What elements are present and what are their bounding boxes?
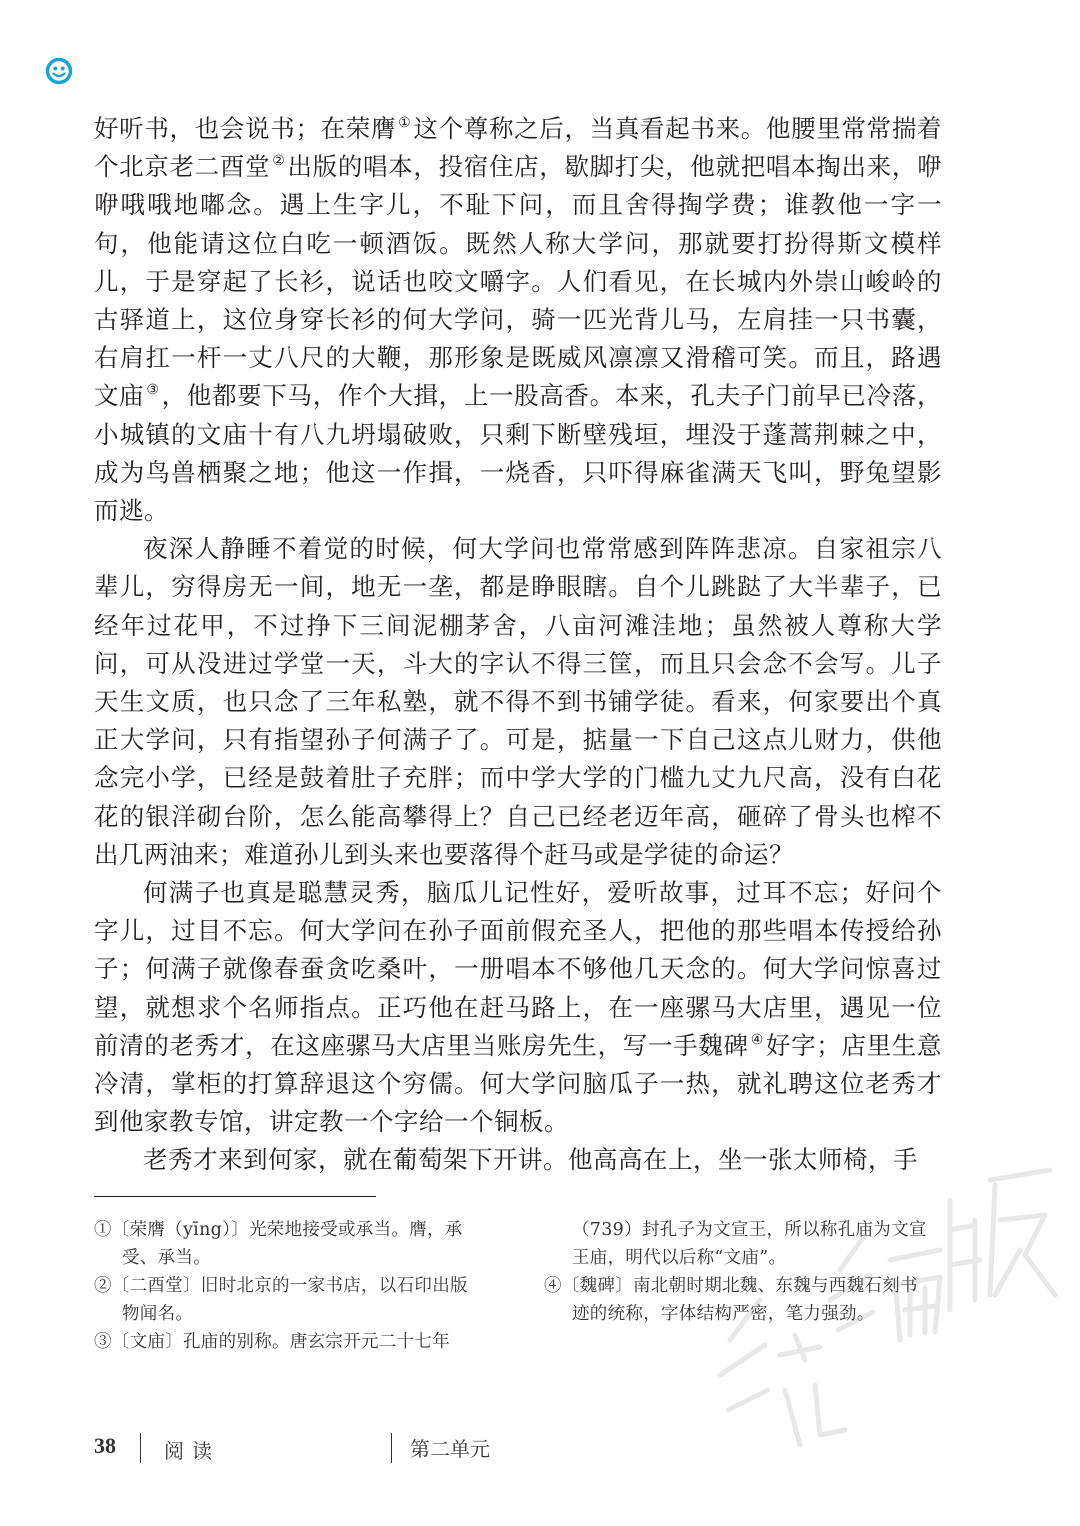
footnote-entry: ③〔文庙〕孔庙的别称。唐玄宗开元二十七年 (94, 1332, 450, 1352)
footnote-continuation: 受、承当。 (122, 1248, 211, 1268)
footnote-marker: ③ (146, 382, 160, 399)
footnote-continuation: 迹的统称，字体结构严密，笔力强劲。 (572, 1304, 875, 1324)
paragraph-text: 何满子也真是聪慧灵秀，脑瓜儿记性好，爱听故事，过耳不忘；好问个字儿，过目不忘。何大学问在孙子面前假充圣人，把他的那些唱本传授给孙子；何满子就像春蚕贪吃桑叶，一册唱本不够他几天念的。何大学问惊喜过望，就想求个名师指点。正巧他在赶马路上，在一座骡马大店里，遇见一位前清的老秀才，在这座骡马大店里当账房先生，写一手魏碑 (94, 878, 942, 1060)
paragraph-text: 老秀才来到何家，就在葡萄架下开讲。他高高在上，坐一张太师椅，手 (143, 1145, 918, 1175)
footnotes-left-column (94, 1216, 494, 1356)
footnote-entry: ②〔二酉堂〕旧时北京的一家书店，以石印出版 (94, 1276, 468, 1296)
footer-divider (140, 1433, 141, 1463)
paragraph-text: 好听书，也会说书；在荣膺 (94, 114, 397, 143)
footnote-entry: ①〔荣膺（yīng）〕光荣地接受或承当。膺，承 (94, 1220, 463, 1240)
paragraph-text: ，他都要下马，作个大揖，上一股高香。本来，孔夫子门前早已冷落，小城镇的文庙十有八九坍塌破败，只剩下断壁残垣，埋没于蓬蒿荆棘之中，成为鸟兽栖聚之地；他这一作揖，一烧香，只吓得麻雀满天飞叫，野兔望影而逃。 (94, 381, 943, 526)
paragraph-text: 这个尊称之后，当真看起书来。他腰里常常揣着个北京老二酉堂 (94, 114, 943, 182)
footnote-marker: ④ (750, 1031, 764, 1048)
footnote-continuation: 物闻名。 (122, 1304, 194, 1324)
article-body (94, 110, 942, 1180)
footnote-entry: ④〔魏碑〕南北朝时期北魏、东魏与西魏石刻书 (544, 1276, 918, 1296)
footnote-continuation: （739）封孔子为文宣王，所以称孔庙为文宣王庙，明代以后称“文庙”。 (572, 1220, 927, 1268)
paragraph (94, 530, 942, 874)
paragraph (94, 110, 942, 530)
footer-divider (391, 1433, 392, 1463)
paragraph (94, 874, 942, 1141)
unit-label: 第二单元 (410, 1437, 490, 1461)
footnote-marker: ② (272, 153, 286, 170)
footnote-marker: ① (398, 115, 412, 131)
paragraph-text: 出版的唱本，投宿住店，歇脚打尖，他就把唱本掏出来，咿咿哦哦地嘟念。遇上生字儿，不耻下问，而且舍得掏学费；谁教他一字一句，他能请这位白吃一顿酒饭。既然人称大学问，那就要打扮得斯文模样儿，于是穿起了长衫，说话也咬文嚼字。人们看见，在长城内外崇山峻岭的古驿道上，这位身穿长衫的何大学问，骑一匹光背儿马，左肩挂一只书囊，右肩扛一杆一丈八尺的大鞭，那形象是既威风凛凛又滑稽可笑。而且，路遇文庙 (94, 152, 942, 411)
page-number: 38 (94, 1433, 116, 1458)
watermark-logo (690, 1140, 1070, 1480)
smiley-icon (44, 56, 74, 86)
footnote-divider (94, 1196, 376, 1197)
section-label: 阅读 (164, 1439, 220, 1463)
paragraph-text: 好字；店里生意冷清，掌柜的打算辞退这个穷儒。何大学问脑瓜子一热，就礼聘这位老秀才到他家教专馆，讲定教一个字给一个铜板。 (94, 1030, 943, 1137)
paragraph-text: 夜深人静睡不着觉的时候，何大学问也常常感到阵阵悲凉。自家祖宗八辈儿，穷得房无一间，地无一垄，都是睁眼瞎。自个儿跳跶了大半辈子，已经年过花甲，不过挣下三间泥棚茅舍，八亩河滩洼地；虽然被人尊称大学问，可从没进过学堂一天，斗大的字认不得三筐，而且只会念不会写。儿子天生文质，也只念了三年私塾，就不得不到书铺学徒。看来，何家要出个真正大学问，只有指望孙子何满子了。可是，掂量一下自己这点儿财力，供他念完小学，已经是鼓着肚子充胖；而中学大学的门槛九丈九尺高，没有白花花的银洋砌台阶，怎么能高攀得上？自己已经老迈年高，砸碎了骨头也榨不出几两油来；难道孙儿到头来也要落得个赶马或是学徒的命运？ (94, 534, 942, 869)
